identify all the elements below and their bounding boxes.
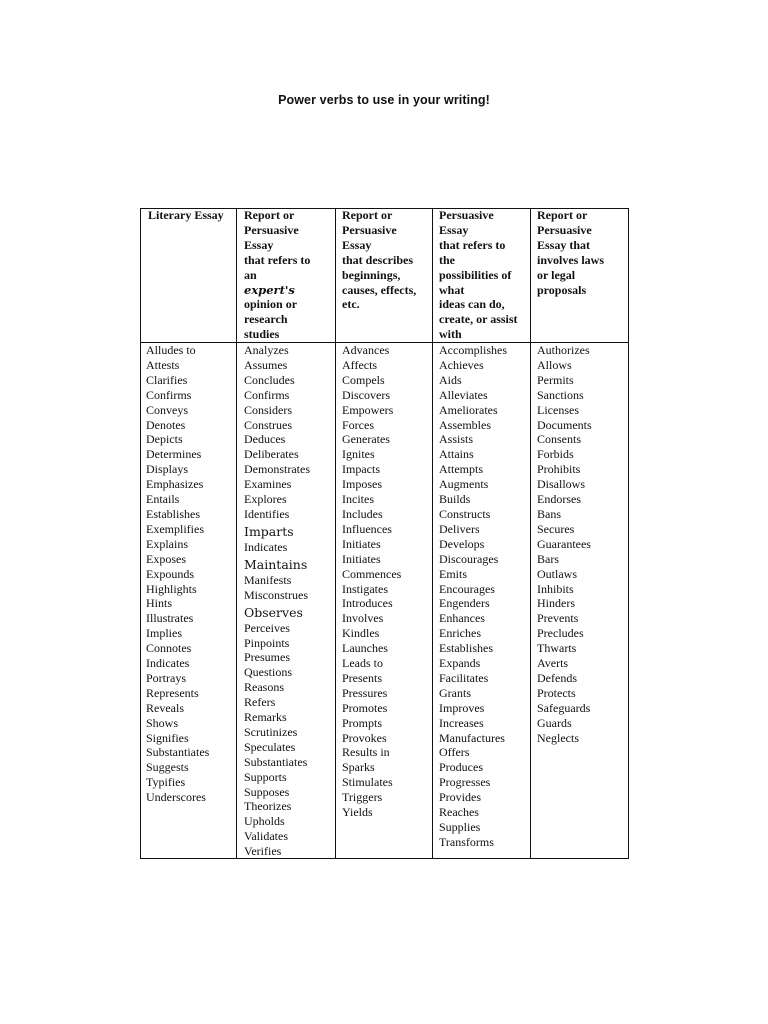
verb-item: Delivers bbox=[439, 521, 480, 536]
header-expert-opinion bbox=[244, 208, 310, 342]
verb-item: Imparts bbox=[244, 523, 294, 539]
verb-item: Launches bbox=[342, 641, 388, 656]
header-line: what bbox=[439, 282, 465, 297]
header-line: Report or bbox=[342, 208, 393, 222]
verb-item: Reaches bbox=[439, 805, 479, 820]
verb-item: Hinders bbox=[537, 596, 575, 611]
verb-item: Illustrates bbox=[146, 611, 194, 626]
verb-item: Improves bbox=[439, 700, 485, 715]
verb-item: Stimulates bbox=[342, 775, 393, 790]
verb-item: Manifests bbox=[244, 572, 292, 587]
column-divider-3 bbox=[432, 208, 433, 859]
verb-item: Depicts bbox=[146, 432, 183, 447]
header-line: expert's bbox=[244, 282, 295, 297]
verb-item: Provides bbox=[439, 790, 481, 805]
verb-item: Observes bbox=[244, 604, 303, 620]
verb-item: Defends bbox=[537, 670, 577, 685]
verb-item: Explores bbox=[244, 492, 287, 507]
verb-item: Validates bbox=[244, 829, 288, 844]
verb-item: Leads to bbox=[342, 656, 383, 671]
verb-item: Scrutinizes bbox=[244, 724, 298, 739]
verb-item: Determines bbox=[146, 447, 202, 462]
header-line: Persuasive bbox=[439, 208, 494, 222]
header-line: Essay bbox=[439, 222, 469, 237]
verb-item: Presents bbox=[342, 670, 382, 685]
verb-item: Supposes bbox=[244, 784, 290, 799]
verb-item: Exposes bbox=[146, 551, 186, 566]
header-line: etc. bbox=[342, 297, 360, 312]
verb-item: Hints bbox=[146, 596, 173, 611]
verb-item: Suggests bbox=[146, 760, 189, 775]
word-list-possibilities bbox=[439, 343, 507, 850]
header-line: Essay bbox=[244, 237, 274, 252]
verb-item: Sanctions bbox=[537, 387, 584, 402]
verb-item: Documents bbox=[537, 417, 592, 432]
verb-item: Licenses bbox=[537, 402, 579, 417]
header-line: with bbox=[439, 327, 462, 342]
header-line: studies bbox=[244, 327, 280, 342]
verb-item: Connotes bbox=[146, 641, 192, 656]
page-title: Power verbs to use in your writing! bbox=[278, 93, 490, 107]
verb-item: Ameliorates bbox=[439, 402, 498, 417]
verb-item: Portrays bbox=[146, 670, 186, 685]
verb-item: Typifies bbox=[146, 775, 186, 790]
verb-item: Enhances bbox=[439, 611, 485, 626]
verb-item: Introduces bbox=[342, 596, 393, 611]
verb-item: Involves bbox=[342, 611, 384, 626]
header-causes-effects bbox=[342, 208, 416, 312]
verb-item: Transforms bbox=[439, 834, 494, 849]
verb-item: Enriches bbox=[439, 626, 481, 641]
column-divider-4 bbox=[530, 208, 531, 859]
verb-item: Questions bbox=[244, 665, 292, 680]
verb-item: Achieves bbox=[439, 357, 484, 372]
verb-item: Consents bbox=[537, 432, 582, 447]
verb-item: Concludes bbox=[244, 372, 295, 387]
header-laws-legal bbox=[537, 208, 604, 297]
verb-item: Pressures bbox=[342, 685, 388, 700]
header-line: the bbox=[439, 252, 455, 267]
verb-item: Yields bbox=[342, 805, 373, 820]
verb-item: Prompts bbox=[342, 715, 383, 730]
verb-item: Perceives bbox=[244, 620, 290, 635]
verb-item: Underscores bbox=[146, 790, 206, 805]
header-literary-essay bbox=[148, 208, 224, 223]
verb-item: Initiates bbox=[342, 551, 381, 566]
verb-item: Triggers bbox=[342, 790, 383, 805]
verb-item: Impacts bbox=[342, 462, 380, 477]
header-line: Essay bbox=[342, 237, 372, 252]
verb-item: Presumes bbox=[244, 650, 290, 665]
verb-item: Construes bbox=[244, 417, 292, 432]
verb-item: Signifies bbox=[146, 730, 189, 745]
verb-item: Guards bbox=[537, 715, 572, 730]
verb-item: Highlights bbox=[146, 581, 197, 596]
header-line: Report or bbox=[244, 208, 295, 222]
verb-item: Accomplishes bbox=[439, 343, 507, 357]
verb-item: Alludes to bbox=[146, 343, 196, 357]
verb-item: Increases bbox=[439, 715, 484, 730]
verb-item: Expands bbox=[439, 656, 481, 671]
verb-item: Disallows bbox=[537, 477, 585, 492]
verb-item: Results in bbox=[342, 745, 390, 760]
verb-item: Secures bbox=[537, 521, 575, 536]
word-list-causes-effects bbox=[342, 343, 401, 820]
header-line: possibilities of bbox=[439, 267, 512, 282]
verb-item: Endorses bbox=[537, 492, 581, 507]
verb-item: Verifies bbox=[244, 844, 282, 859]
verb-item: Advances bbox=[342, 343, 390, 357]
verb-item: Neglects bbox=[537, 730, 579, 745]
verb-item: Outlaws bbox=[537, 566, 577, 581]
verb-item: Supports bbox=[244, 769, 287, 784]
verb-item: Authorizes bbox=[537, 343, 590, 357]
verb-item: Implies bbox=[146, 626, 182, 641]
header-line: Essay that bbox=[537, 237, 591, 252]
header-line: research bbox=[244, 312, 288, 327]
verb-item: Grants bbox=[439, 685, 471, 700]
verb-item: Substantiates bbox=[146, 745, 210, 760]
verb-item: Augments bbox=[439, 477, 489, 492]
verb-item: Guarantees bbox=[537, 536, 591, 551]
verb-item: Expounds bbox=[146, 566, 194, 581]
header-line: or legal bbox=[537, 267, 576, 282]
word-list-literary-essay bbox=[146, 343, 209, 805]
column-divider-2 bbox=[335, 208, 336, 859]
header-line: an bbox=[244, 267, 257, 282]
verb-item: Provokes bbox=[342, 730, 387, 745]
header-line: Report or bbox=[537, 208, 588, 222]
verb-item: Analyzes bbox=[244, 343, 289, 357]
verb-item: Indicates bbox=[146, 656, 190, 671]
verb-item: Demonstrates bbox=[244, 462, 310, 477]
verb-item: Affects bbox=[342, 357, 378, 372]
verb-item: Bans bbox=[537, 506, 561, 521]
header-line: causes, effects, bbox=[342, 282, 417, 297]
verb-item: Discourages bbox=[439, 551, 499, 566]
verb-item: Misconstrues bbox=[244, 587, 308, 602]
verb-item: Forbids bbox=[537, 447, 574, 462]
verb-item: Assists bbox=[439, 432, 474, 447]
verb-item: Conveys bbox=[146, 402, 188, 417]
header-line: create, or assist bbox=[439, 312, 518, 327]
header-line: involves laws bbox=[537, 252, 605, 267]
verb-item: Facilitates bbox=[439, 670, 489, 685]
verb-item: Deliberates bbox=[244, 447, 299, 462]
verb-item: Engenders bbox=[439, 596, 490, 611]
verb-item: Protects bbox=[537, 685, 576, 700]
verb-item: Deduces bbox=[244, 432, 286, 447]
header-possibilities bbox=[439, 208, 518, 342]
verb-item: Establishes bbox=[146, 506, 200, 521]
verb-item: Remarks bbox=[244, 710, 287, 725]
header-line: ideas can do, bbox=[439, 297, 505, 312]
header-line: Persuasive bbox=[537, 222, 592, 237]
verb-item: Incites bbox=[342, 492, 374, 507]
verb-item: Supplies bbox=[439, 820, 481, 834]
verb-item: Pinpoints bbox=[244, 635, 290, 650]
verb-item: Identifies bbox=[244, 506, 290, 521]
verb-item: Constructs bbox=[439, 506, 491, 521]
verb-item: Includes bbox=[342, 506, 383, 521]
verb-item: Prohibits bbox=[537, 462, 581, 477]
verb-item: Offers bbox=[439, 745, 470, 760]
verb-item: Denotes bbox=[146, 417, 186, 432]
verb-item: Manufactures bbox=[439, 730, 505, 745]
header-line: that refers to bbox=[439, 237, 506, 252]
verb-item: Imposes bbox=[342, 477, 382, 492]
verb-item: Reasons bbox=[244, 680, 284, 695]
verb-item: Substantiates bbox=[244, 754, 308, 769]
column-divider-1 bbox=[236, 208, 237, 859]
verb-item: Permits bbox=[537, 372, 574, 387]
verb-item: Indicates bbox=[244, 539, 288, 554]
verb-item: Confirms bbox=[146, 387, 192, 402]
verb-item: Exemplifies bbox=[146, 521, 204, 536]
verb-item: Averts bbox=[537, 656, 569, 671]
verb-item: Aids bbox=[439, 372, 462, 387]
verb-item: Prevents bbox=[537, 611, 579, 626]
verb-item: Upholds bbox=[244, 814, 285, 829]
verb-item: Safeguards bbox=[537, 700, 591, 715]
verb-item: Ignites bbox=[342, 447, 375, 462]
verb-item: Generates bbox=[342, 432, 390, 447]
verb-item: Emphasizes bbox=[146, 477, 204, 492]
verb-item: Encourages bbox=[439, 581, 495, 596]
verb-item: Allows bbox=[537, 357, 572, 372]
header-line: Persuasive bbox=[342, 222, 397, 237]
verb-item: Emits bbox=[439, 566, 468, 581]
verb-item: Establishes bbox=[439, 641, 493, 656]
verb-item: Represents bbox=[146, 685, 199, 700]
verb-item: Examines bbox=[244, 477, 292, 492]
verb-item: Progresses bbox=[439, 775, 491, 790]
verb-item: Attests bbox=[146, 357, 180, 372]
verb-item: Instigates bbox=[342, 581, 388, 596]
verb-item: Compels bbox=[342, 372, 385, 387]
verb-item: Alleviates bbox=[439, 387, 488, 402]
verb-item: Speculates bbox=[244, 739, 296, 754]
verb-item: Produces bbox=[439, 760, 483, 775]
verb-item: Assumes bbox=[244, 357, 288, 372]
header-line: proposals bbox=[537, 282, 587, 297]
verb-item: Displays bbox=[146, 462, 188, 477]
verb-item: Theorizes bbox=[244, 799, 292, 814]
verb-item: Builds bbox=[439, 492, 471, 507]
verb-item: Precludes bbox=[537, 626, 584, 641]
verb-item: Forces bbox=[342, 417, 374, 432]
header-line: Literary Essay bbox=[148, 208, 224, 222]
verb-item: Commences bbox=[342, 566, 402, 581]
verb-item: Initiates bbox=[342, 536, 381, 551]
verb-item: Assembles bbox=[439, 417, 491, 432]
verb-item: Considers bbox=[244, 402, 292, 417]
verb-item: Refers bbox=[244, 695, 276, 710]
verb-item: Maintains bbox=[244, 556, 308, 572]
verb-item: Explains bbox=[146, 536, 188, 551]
verb-item: Attempts bbox=[439, 462, 483, 477]
verb-item: Empowers bbox=[342, 402, 394, 417]
verb-item: Inhibits bbox=[537, 581, 574, 596]
verb-item: Reveals bbox=[146, 700, 184, 715]
header-line: Persuasive bbox=[244, 222, 299, 237]
verb-item: Attains bbox=[439, 447, 474, 462]
header-line: that refers to bbox=[244, 252, 311, 267]
header-line: that describes bbox=[342, 252, 413, 267]
verb-item: Bars bbox=[537, 551, 559, 566]
verb-item: Entails bbox=[146, 492, 180, 507]
header-line: opinion or bbox=[244, 297, 298, 312]
verb-item: Thwarts bbox=[537, 641, 577, 656]
verb-item: Promotes bbox=[342, 700, 388, 715]
word-list-expert-opinion bbox=[244, 343, 310, 859]
word-list-laws-legal bbox=[537, 343, 592, 745]
header-line: beginnings, bbox=[342, 267, 401, 282]
verb-item: Influences bbox=[342, 521, 392, 536]
verb-item: Kindles bbox=[342, 626, 380, 641]
verb-item: Discovers bbox=[342, 387, 390, 402]
verb-item: Clarifies bbox=[146, 372, 188, 387]
verb-item: Confirms bbox=[244, 387, 290, 402]
verb-item: Shows bbox=[146, 715, 179, 730]
verb-item: Sparks bbox=[342, 760, 375, 775]
verb-item: Develops bbox=[439, 536, 485, 551]
